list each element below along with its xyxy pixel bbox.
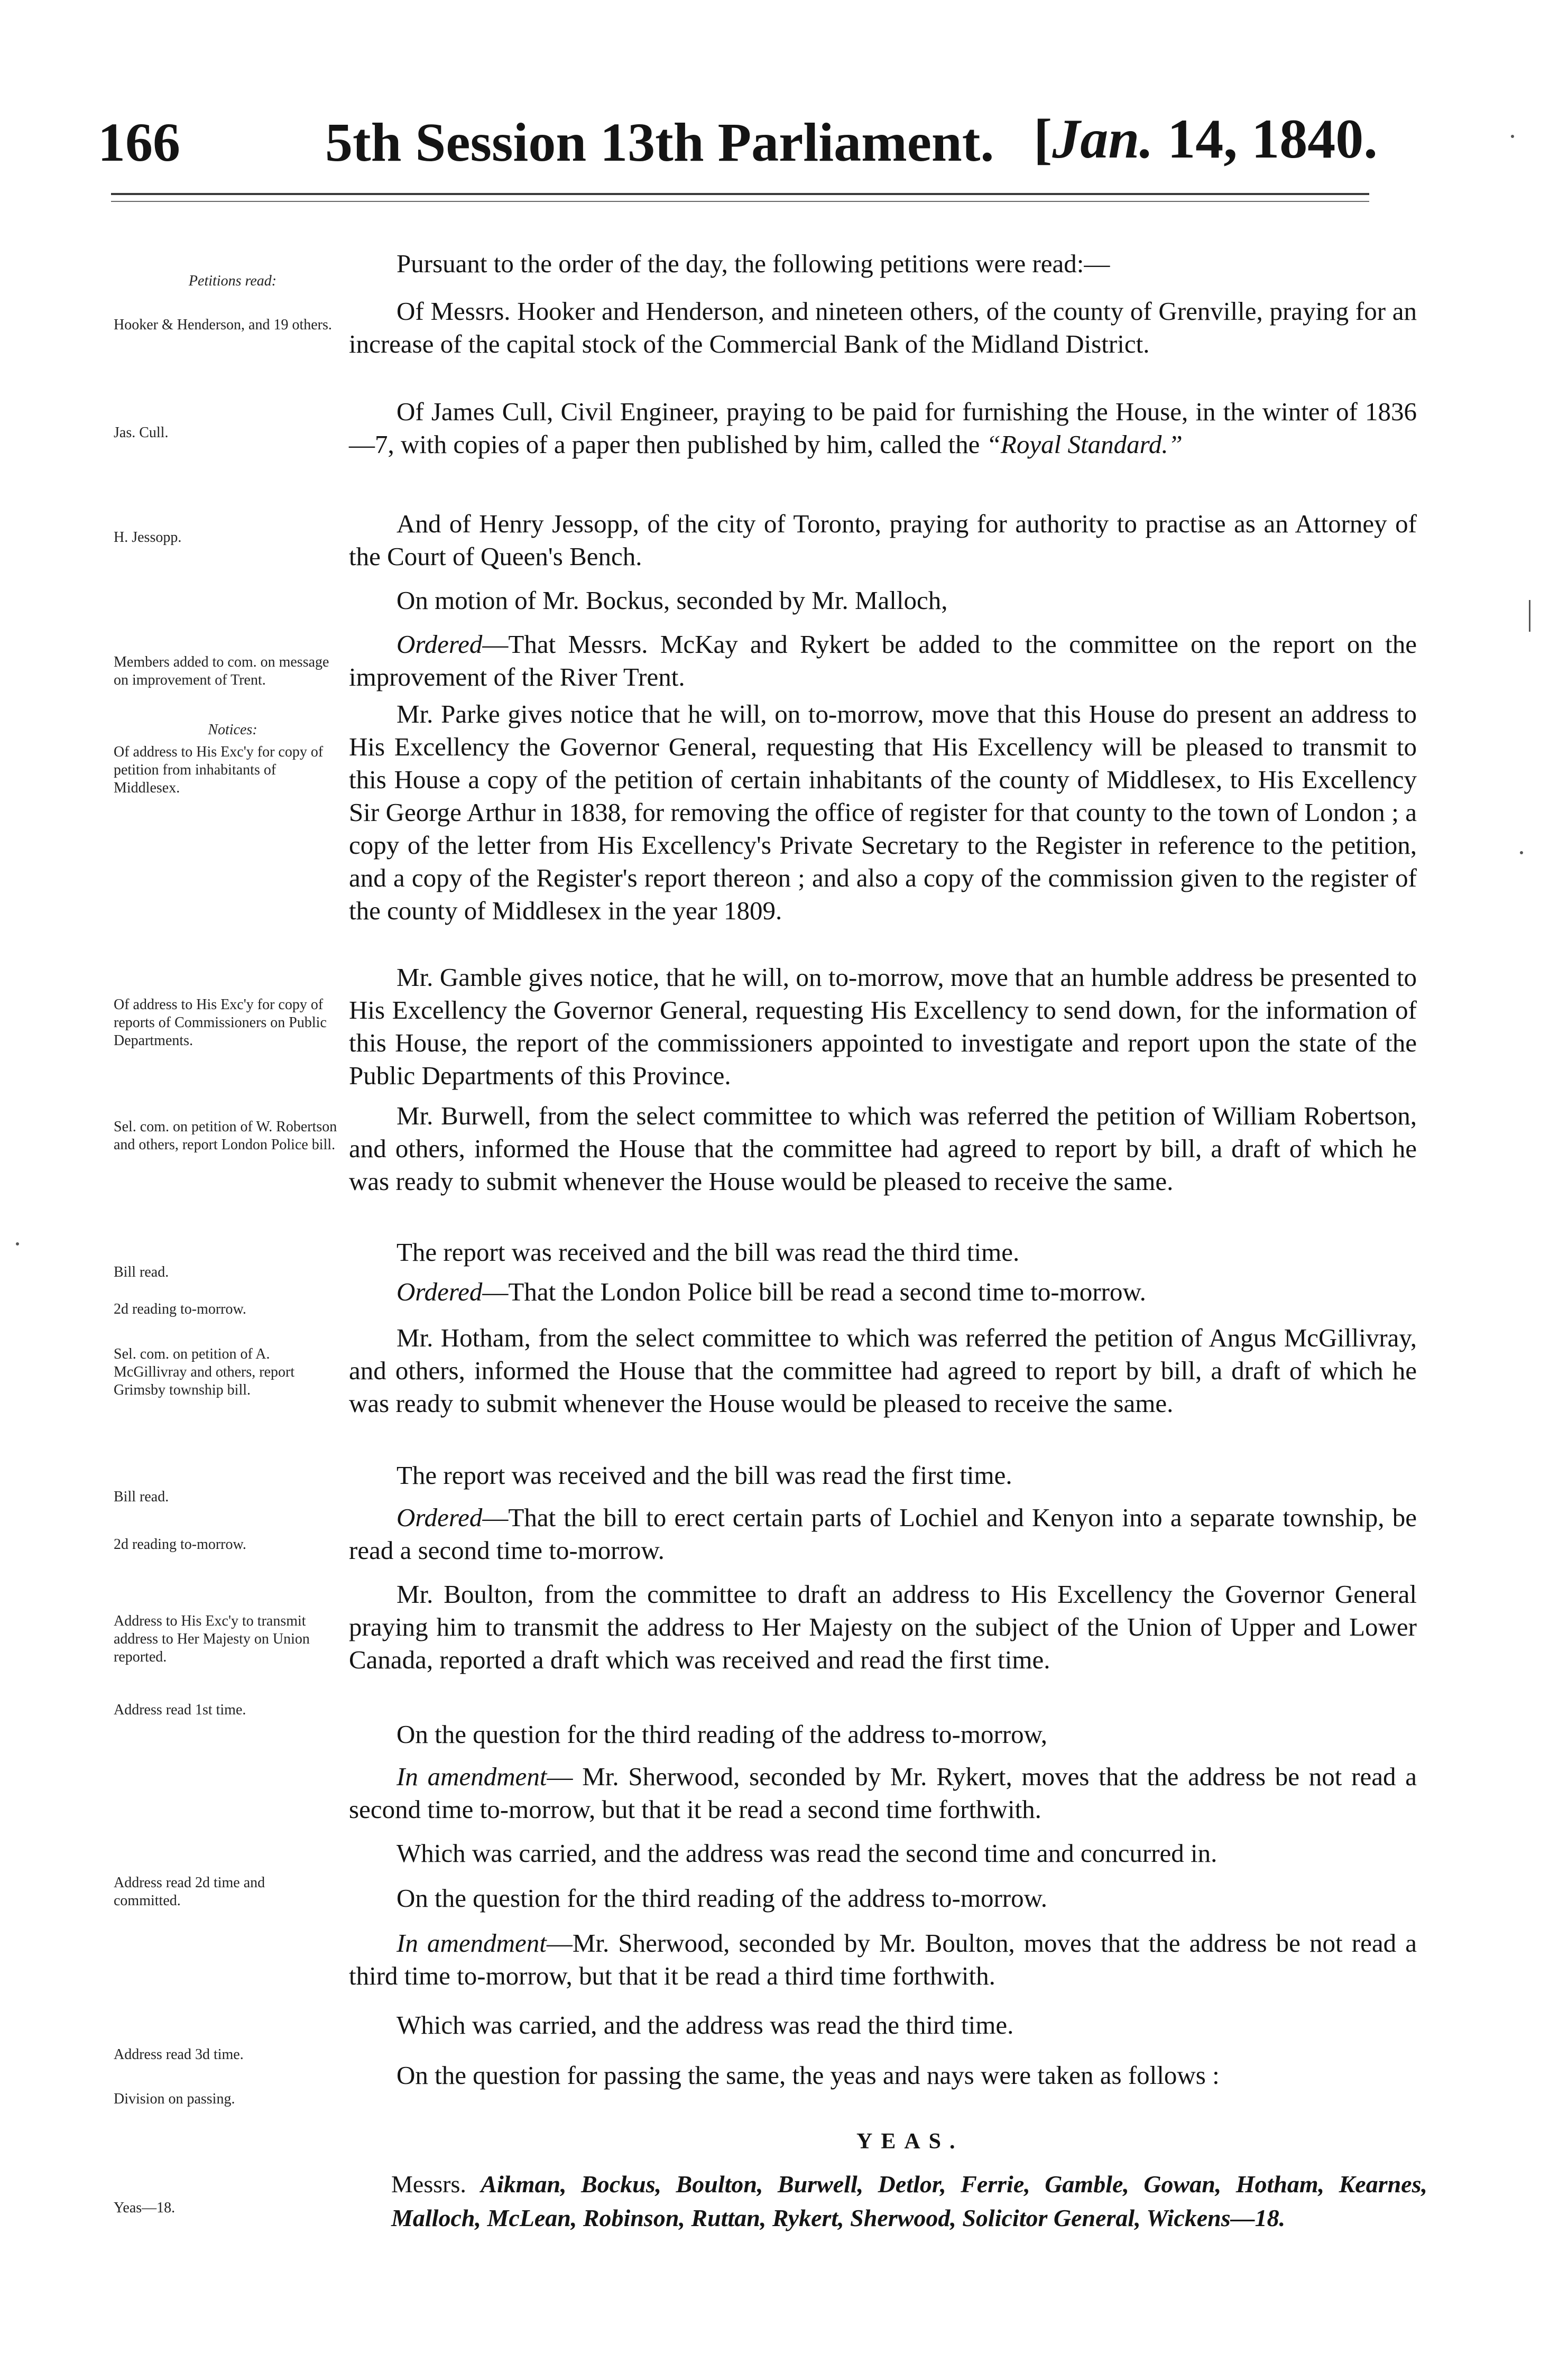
paragraph-text: —That Messrs. McKay and Rykert be added to the committee on the report on the improvement of the River Trent. — [349, 630, 1417, 691]
ordered-label: Ordered — [396, 630, 483, 659]
paragraph-carried-second — [349, 1837, 1417, 1870]
margin-note-address-1st: Address read 1st time. — [114, 1702, 246, 1718]
scan-edge-mark — [1529, 600, 1530, 632]
paragraph-parke-notice — [349, 698, 1417, 927]
paragraph-amendment-rykert — [349, 1760, 1417, 1826]
paragraph-question-passing — [349, 2059, 1417, 2092]
paragraph-text: And of Henry Jessopp, of the city of Toronto, praying for authority to practise as an Attorney of the Court of Queen's Bench. — [349, 509, 1417, 571]
paragraph-gamble-notice — [349, 961, 1417, 1092]
page-header — [0, 100, 1568, 180]
session-date — [1034, 107, 1378, 171]
margin-note-hooker: Hooker & Henderson, and 19 others. — [114, 317, 332, 333]
paragraph-text: —That the London Police bill be read a second time to-morrow. — [482, 1277, 1146, 1306]
paragraph-hotham-report — [349, 1322, 1417, 1420]
paragraph-text: Of James Cull, Civil Engineer, praying to be paid for furnishing the House, in the winter of 1836—7, with copies of a paper then published by him, called the — [349, 397, 1417, 459]
margin-note-members-added: Members added to com. on message on improvement of Trent. — [114, 654, 329, 688]
scan-speck — [1520, 851, 1523, 854]
paragraph-text: Mr. Gamble gives notice, that he will, on to-morrow, move that an humble address be presented to His Excellency the Governor General, requesting His Excellency to send down, for the information of this House, the report of the commissioners appointed to investigate and report upon the state of the Public Departments of this Province. — [349, 963, 1417, 1090]
paragraph-text: The report was received and the bill was read the first time. — [396, 1461, 1012, 1490]
amendment-label: In amendment — [396, 1928, 547, 1958]
paragraph-text: —That the bill to erect certain parts of Lochiel and Kenyon into a separate township, be read a second time to-morrow. — [349, 1503, 1417, 1565]
margin-note-division: Division on passing. — [114, 2091, 235, 2107]
paragraph-cull — [349, 395, 1417, 461]
paragraph-burwell-report — [349, 1100, 1417, 1198]
margin-note-sel-com-mcgillivray: Sel. com. on petition of A. McGillivray and others, report Grimsby township bill. — [114, 1346, 295, 1398]
yeas-prefix: Messrs. — [391, 2171, 481, 2198]
date-rest: 14, 1840. — [1153, 108, 1378, 170]
yeas-heading: YEAS. — [856, 2129, 964, 2154]
royal-standard-title: “Royal Standard.” — [986, 430, 1183, 459]
paragraph-report-first — [349, 1459, 1417, 1492]
margin-note-second-reading-1: 2d reading to-morrow. — [114, 1301, 246, 1317]
yeas-total: —18. — [1230, 2204, 1286, 2231]
scan-speck — [16, 1242, 19, 1245]
header-rule-top — [111, 193, 1369, 195]
paragraph-question-third-1 — [349, 1718, 1417, 1751]
margin-note-yeas-count: Yeas—18. — [114, 2200, 176, 2216]
scan-speck — [1511, 135, 1514, 138]
page-title: 5th Session 13th Parliament. — [325, 112, 994, 173]
margin-note-address-petition: Of address to His Exc'y for copy of petition from inhabitants of Middlesex. — [114, 744, 324, 796]
paragraph-amendment-boulton — [349, 1927, 1417, 1992]
margin-note-petitions-read: Petitions read: — [188, 273, 277, 289]
margin-note-address-transmit: Address to His Exc'y to transmit address to Her Majesty on Union reported. — [114, 1613, 310, 1665]
paragraph-text: Mr. Parke gives notice that he will, on to-morrow, move that this House do present an address to His Excellency the Governor General, requesting that His Excellency will be pleased to transmit to this House a copy of the petition of certain inhabitants of the county of Middlesex, to His Excellency Sir George Arthur in 1838, for removing the office of register for that county to the town of London ; a copy of the letter from His Excellency's Private Secretary to the Register in reference to the petition, and a copy of the Register's report thereon ; and also a copy of the commission given to the register of the county of Middlesex in the year 1809. — [349, 699, 1417, 925]
margin-note-notices: Notices: — [208, 722, 257, 738]
paragraph-text: Mr. Burwell, from the select committee to which was referred the petition of William Robertson, and others, informed the House that the committee had agreed to report by bill, a draft of which he was ready to submit whenever the House would be pleased to receive the same. — [349, 1101, 1417, 1196]
margin-note-address-3rd: Address read 3d time. — [114, 2046, 244, 2063]
yeas-names: Aikman, Bockus, Boulton, Burwell, Detlor, Ferrie, Gamble, Gowan, Hotham, Kearnes, Malloch, McLean, Robinson, Ruttan, Rykert, Sherwood, Solicitor General, Wickens — [391, 2171, 1427, 2231]
yeas-list — [391, 2167, 1427, 2235]
paragraph-text: — Mr. Sherwood, seconded by Mr. Rykert, moves that the address be not read a second time to-morrow, but that it be read a second time forthwith. — [349, 1762, 1417, 1824]
paragraph-text: On the question for the third reading of the address to-morrow. — [396, 1884, 1048, 1913]
margin-note-jessopp: H. Jessopp. — [114, 529, 182, 546]
paragraph-hooker — [349, 295, 1417, 361]
ordered-label: Ordered — [396, 1277, 483, 1306]
paragraph-text: —Mr. Sherwood, seconded by Mr. Boulton, moves that the address be not read a third time to-morrow, but that it be read a third time forthwith. — [349, 1928, 1417, 1990]
paragraph-text: Mr. Hotham, from the select committee to which was referred the petition of Angus McGillivray, and others, informed the House that the committee had agreed to report by bill, a draft of which he was ready to submit whenever the House would be pleased to receive the same. — [349, 1323, 1417, 1418]
margin-note-address-reports: Of address to His Exc'y for copy of reports of Commissioners on Public Departments. — [114, 996, 327, 1049]
page-number: 166 — [98, 112, 180, 173]
paragraph-text: On the question for passing the same, the yeas and nays were taken as follows : — [396, 2061, 1220, 2090]
paragraph-motion-bockus — [349, 584, 1417, 617]
paragraph-text: The report was received and the bill was read the third time. — [396, 1238, 1020, 1267]
paragraph-jessopp — [349, 507, 1417, 573]
paragraph-boulton-address — [349, 1578, 1417, 1676]
paragraph-ordered-police — [349, 1276, 1417, 1308]
paragraph-text: On motion of Mr. Bockus, seconded by Mr. Malloch, — [396, 586, 948, 615]
paragraph-text: Mr. Boulton, from the committee to draft an address to His Excellency the Governor General praying him to transmit the address to Her Majesty on the subject of the Union of Upper and Lower Canada, reported a draft which was received and read the first time. — [349, 1580, 1417, 1674]
margin-note-bill-read-2: Bill read. — [114, 1489, 169, 1505]
margin-note-second-reading-2: 2d reading to-morrow. — [114, 1536, 246, 1553]
ordered-label: Ordered — [396, 1503, 483, 1532]
amendment-label: In amendment — [396, 1762, 547, 1791]
paragraph-report-third — [349, 1236, 1417, 1269]
paragraph-text: Of Messrs. Hooker and Henderson, and nineteen others, of the county of Grenville, praying for an increase of the capital stock of the Commercial Bank of the Midland District. — [349, 297, 1417, 358]
margin-note-sel-com-robertson: Sel. com. on petition of W. Robertson and others, report London Police bill. — [114, 1119, 337, 1153]
paragraph-ordered-trent — [349, 628, 1417, 694]
date-bracket: [ — [1034, 108, 1053, 170]
paragraph-text: Which was carried, and the address was read the third time. — [396, 2010, 1014, 2039]
header-rule-bottom — [111, 201, 1369, 202]
paragraph-question-third-2 — [349, 1882, 1417, 1915]
paragraph-carried-third — [349, 2009, 1417, 2042]
margin-note-cull: Jas. Cull. — [114, 424, 169, 441]
paragraph-text: On the question for the third reading of the address to-morrow, — [396, 1720, 1048, 1749]
margin-note-bill-read-1: Bill read. — [114, 1264, 169, 1280]
margin-note-address-2nd: Address read 2d time and committed. — [114, 1875, 265, 1909]
paragraph-text: Pursuant to the order of the day, the following petitions were read:— — [396, 249, 1110, 278]
paragraph-text: Which was carried, and the address was read the second time and concurred in. — [396, 1839, 1217, 1868]
paragraph-ordered-township — [349, 1501, 1417, 1567]
paragraph-petitions-intro — [396, 247, 1401, 280]
date-month: Jan. — [1052, 108, 1154, 170]
